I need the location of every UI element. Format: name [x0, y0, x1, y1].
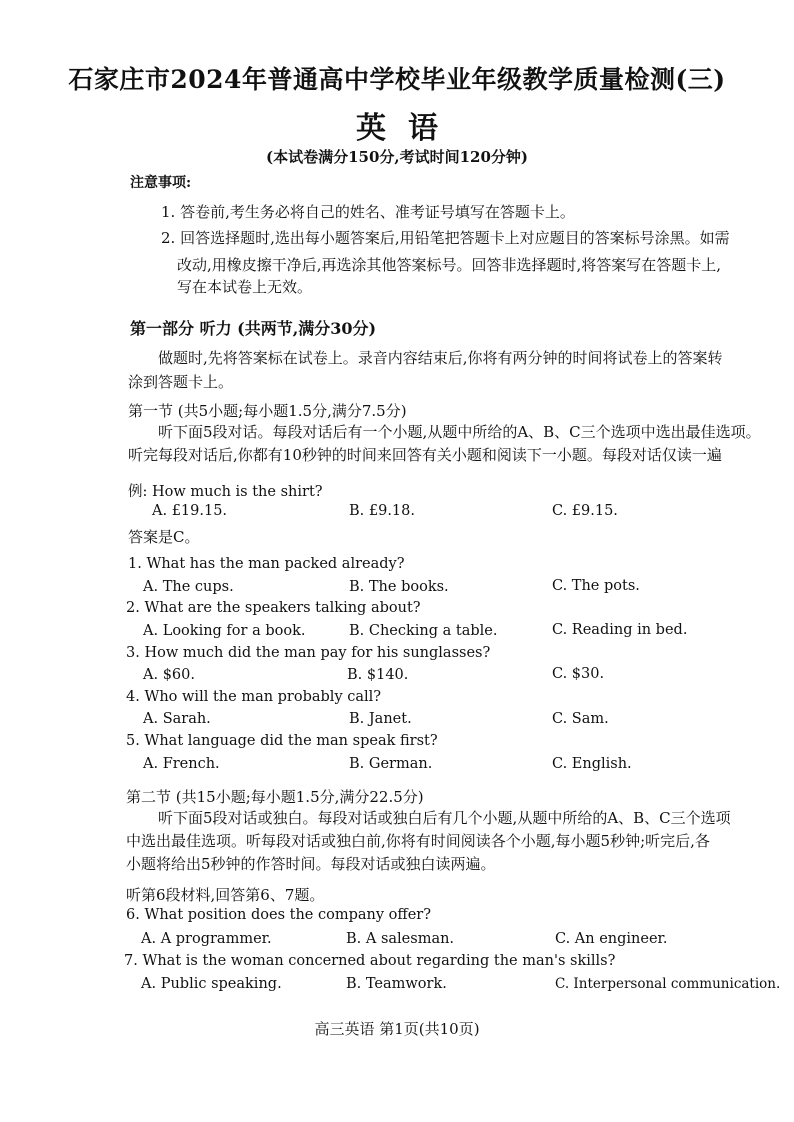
question-1: 1. What has the man packed already?	[128, 556, 405, 572]
note-item-2-cont: 写在本试卷上无效。	[177, 278, 313, 296]
question-2: 2. What are the speakers talking about?	[126, 600, 421, 616]
section2-instruction-cont: 中选出最佳选项。听每段对话或独白前,你将有时间阅读各个小题,每小题5秒钟;听完后,各	[126, 832, 710, 850]
q1-option-c: C. The pots.	[552, 578, 640, 594]
q3-option-c: C. $30.	[552, 666, 605, 682]
note-item-2: 2. 回答选择题时,选出每小题答案后,用铅笔把答题卡上对应题目的答案标号涂黑。如需	[161, 229, 730, 247]
q1-option-b: B. The books.	[349, 579, 449, 595]
material-instruction: 听第6段材料,回答第6、7题。	[126, 886, 325, 904]
part1-intro-cont: 涂到答题卡上。	[128, 373, 234, 391]
part1-heading: 第一部分 听力 (共两节,满分30分)	[130, 319, 377, 338]
notes-title: 注意事项:	[130, 175, 192, 191]
page-footer: 高三英语 第1页(共10页)	[314, 1020, 480, 1038]
section1-heading: 第一节 (共5小题;每小题1.5分,满分7.5分)	[128, 402, 407, 420]
q5-option-c: C. English.	[552, 756, 632, 772]
subject-title: 英语	[356, 111, 460, 146]
section1-instruction-cont: 听完每段对话后,你都有10秒钟的时间来回答有关小题和阅读下一小题。每段对话仅读一遍	[128, 446, 722, 464]
q4-option-c: C. Sam.	[552, 711, 609, 727]
q4-option-a: A. Sarah.	[143, 711, 211, 727]
q2-option-a: A. Looking for a book.	[143, 623, 306, 639]
question-7: 7. What is the woman concerned about regarding the man's skills?	[124, 953, 616, 969]
question-6: 6. What position does the company offer?	[126, 907, 431, 923]
q5-option-b: B. German.	[349, 756, 433, 772]
q3-option-b: B. $140.	[347, 667, 409, 683]
section2-heading: 第二节 (共15小题;每小题1.5分,满分22.5分)	[126, 788, 424, 806]
example-option-b: B. £9.18.	[349, 503, 415, 519]
example-option-a: A. £19.15.	[152, 503, 228, 519]
q6-option-b: B. A salesman.	[346, 931, 455, 947]
q2-option-b: B. Checking a table.	[349, 623, 498, 639]
q1-option-a: A. The cups.	[143, 579, 234, 595]
q7-option-b: B. Teamwork.	[346, 976, 447, 992]
section2-instruction: 听下面5段对话或独白。每段对话或独白后有几个小题,从题中所给的A、B、C三个选项	[158, 809, 731, 827]
question-5: 5. What language did the man speak first?	[126, 733, 438, 749]
q4-option-b: B. Janet.	[349, 711, 412, 727]
exam-title: 石家庄市2024年普通高中学校毕业年级教学质量检测(三)	[68, 65, 726, 94]
q7-option-c: C. Interpersonal communication.	[555, 976, 781, 992]
part1-intro: 做题时,先将答案标在试卷上。录音内容结束后,你将有两分钟的时间将试卷上的答案转	[158, 349, 723, 367]
question-3: 3. How much did the man pay for his sunglasses?	[126, 645, 491, 661]
note-item-1: 1. 答卷前,考生务必将自己的姓名、准考证号填写在答题卡上。	[161, 203, 575, 221]
example-answer: 答案是C。	[128, 528, 200, 546]
q6-option-c: C. An engineer.	[555, 931, 668, 947]
q6-option-a: A. A programmer.	[141, 931, 272, 947]
question-4: 4. Who will the man probably call?	[126, 689, 382, 705]
q5-option-a: A. French.	[143, 756, 220, 772]
q2-option-c: C. Reading in bed.	[552, 622, 688, 638]
example-option-c: C. £9.15.	[552, 503, 618, 519]
note-item-2-cont: 改动,用橡皮擦干净后,再选涂其他答案标号。回答非选择题时,将答案写在答题卡上,	[177, 256, 722, 274]
q3-option-a: A. $60.	[143, 667, 195, 683]
section1-instruction: 听下面5段对话。每段对话后有一个小题,从题中所给的A、B、C三个选项中选出最佳选项。	[158, 423, 761, 441]
example-question: 例: How much is the shirt?	[128, 484, 323, 500]
exam-subtitle: (本试卷满分150分,考试时间120分钟)	[265, 148, 529, 166]
q7-option-a: A. Public speaking.	[141, 976, 282, 992]
section2-instruction-cont: 小题将给出5秒钟的作答时间。每段对话或独白读两遍。	[126, 855, 496, 873]
